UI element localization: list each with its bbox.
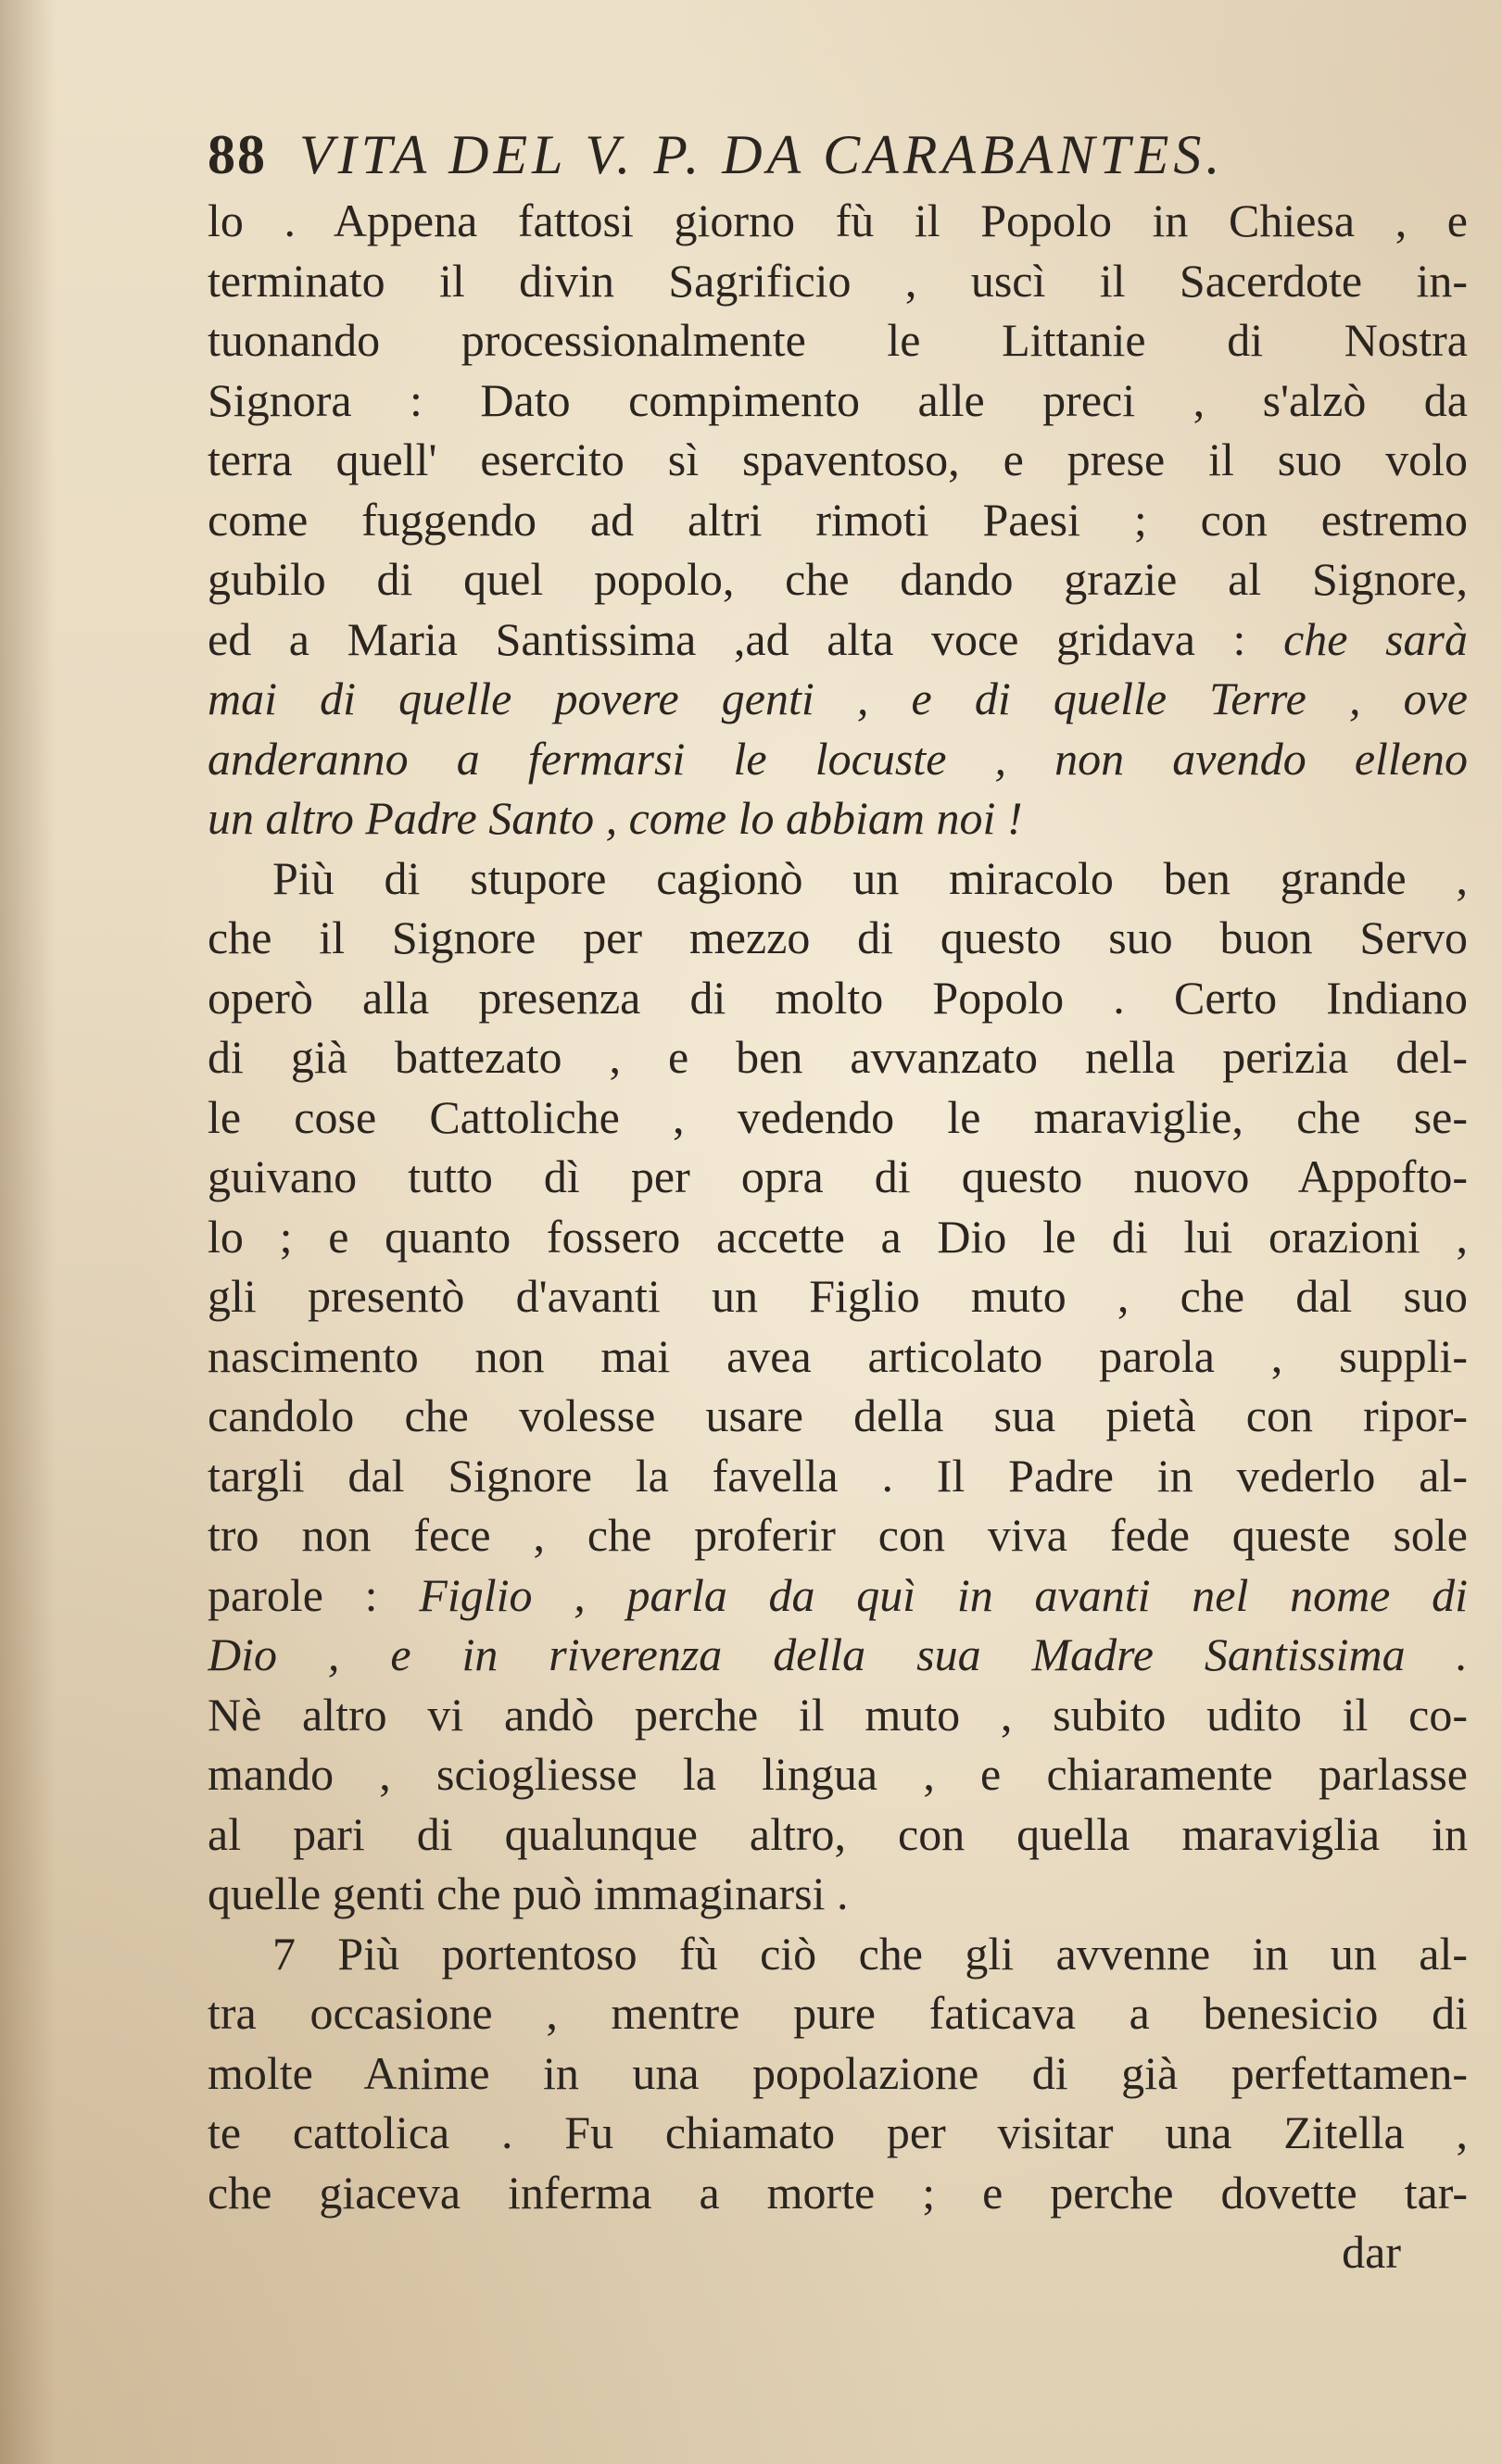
italic-text-segment: Figlio , parla da quì in avanti nel nome di	[419, 1568, 1468, 1621]
text-segment: le cose Cattoliche , vedendo le maraviglie, che se-	[208, 1090, 1468, 1143]
text-segment: lo . Appena fattosi giorno fù il Popolo in Chiesa , e	[208, 195, 1468, 246]
text-line	[208, 1744, 1468, 1804]
text-line	[208, 788, 1468, 849]
text-block	[208, 119, 1468, 2282]
text-segment: Signora : Dato compimento alle preci , s'alzò da	[208, 373, 1468, 426]
text-line	[208, 251, 1468, 311]
text-line	[208, 1505, 1468, 1565]
text-line	[208, 1625, 1468, 1685]
text-line	[208, 2163, 1468, 2223]
text-segment: terra quell' esercito sì spaventoso, e prese il suo volo	[208, 434, 1468, 485]
text-segment: quelle genti che può immaginarsi .	[208, 1867, 849, 1919]
text-line	[208, 1685, 1468, 1745]
running-title: VITA DEL V. P. DA CARABANTES.	[299, 124, 1225, 185]
text-line	[208, 1027, 1468, 1087]
text-line	[208, 968, 1468, 1028]
text-line	[208, 191, 1468, 251]
text-segment: nascimento non mai avea articolato parola , suppli-	[208, 1329, 1468, 1382]
text-segment: gubilo di quel popolo, che dando grazie al Signore,	[208, 553, 1468, 605]
text-segment: te cattolica . Fu chiamato per visitar una Zitella ,	[208, 2106, 1468, 2158]
text-segment: come fuggendo ad altri rimoti Paesi ; con estremo	[208, 493, 1468, 546]
text-segment: tra occasione , mentre pure faticava a benesicio di	[208, 1987, 1468, 2039]
text-line	[208, 1804, 1468, 1865]
text-segment: candolo che volesse usare della sua pietà con ripor-	[208, 1389, 1468, 1441]
text-segment: gli presentò d'avanti un Figlio muto , che dal suo	[208, 1270, 1468, 1322]
text-line	[208, 1983, 1468, 2043]
text-segment: di già battezato , e ben avvanzato nella perizia del-	[208, 1031, 1468, 1083]
text-segment: lo ; e quanto fossero accette a Dio le di lui orazioni ,	[208, 1210, 1468, 1263]
text-line	[208, 1924, 1468, 1984]
text-line	[208, 1207, 1468, 1267]
text-line	[208, 310, 1468, 371]
text-line	[208, 1565, 1468, 1626]
text-line	[208, 371, 1468, 431]
running-head	[208, 119, 1468, 191]
text-line	[208, 1147, 1468, 1207]
spine-shadow	[0, 0, 56, 2464]
text-line	[208, 1446, 1468, 1506]
text-line	[208, 1266, 1468, 1326]
text-segment: tuonando processionalmente le Littanie di Nostra	[208, 314, 1468, 366]
text-segment: targli dal Signore la favella . Il Padre in vederlo al-	[208, 1449, 1468, 1502]
text-line	[208, 549, 1468, 610]
text-line	[208, 669, 1468, 729]
text-line	[208, 849, 1468, 909]
text-segment: 7 Più portentoso fù ciò che gli avvenne in un al-	[272, 1927, 1468, 1980]
text-line	[208, 490, 1468, 550]
text-segment: al pari di qualunque altro, con quella maraviglia in	[208, 1807, 1468, 1860]
catchword: dar	[1342, 2226, 1401, 2278]
body-text	[208, 191, 1468, 2222]
text-segment: mando , sciogliesse la lingua , e chiaramente parlasse	[208, 1748, 1468, 1800]
text-line	[208, 1386, 1468, 1446]
text-line	[208, 430, 1468, 490]
text-segment: Più di stupore cagionò un miracolo ben grande ,	[272, 851, 1468, 904]
text-segment: tro non fece , che proferir con viva fede queste sole	[208, 1509, 1468, 1561]
text-segment: che il Signore per mezzo di questo suo buon Servo	[208, 911, 1468, 963]
italic-text-segment: mai di quelle povere genti , e di quelle Terre , ove	[208, 673, 1468, 724]
text-line	[208, 2103, 1468, 2163]
text-segment: che giaceva inferma a morte ; e perche dovette tar-	[208, 2166, 1468, 2219]
italic-text-segment: un altro Padre Santo , come lo abbiam noi !	[208, 792, 1023, 844]
text-line	[208, 908, 1468, 968]
text-line	[208, 729, 1468, 789]
text-segment: operò alla presenza di molto Popolo . Certo Indiano	[208, 971, 1468, 1024]
text-segment: guivano tutto dì per opra di questo nuovo Appofto-	[208, 1150, 1468, 1202]
text-segment: ed a Maria Santissima ,ad alta voce gridava :	[208, 612, 1284, 665]
text-line	[208, 2043, 1468, 2104]
text-line	[208, 1326, 1468, 1387]
text-segment: Nè altro vi andò perche il muto , subito udito il co-	[208, 1688, 1468, 1741]
italic-text-segment: Dio , e in riverenza della sua Madre Santissima .	[208, 1628, 1468, 1680]
text-segment: molte Anime in una popolazione di già perfettamen-	[208, 2046, 1468, 2099]
italic-text-segment: anderanno a fermarsi le locuste , non avendo elleno	[208, 732, 1468, 785]
text-line	[208, 1864, 1468, 1924]
text-segment: parole :	[208, 1568, 420, 1621]
italic-text-segment: che sarà	[1283, 612, 1468, 665]
page-number: 88	[208, 124, 267, 185]
text-segment: terminato il divin Sagrificio , uscì il Sacerdote in-	[208, 254, 1468, 307]
text-line	[208, 610, 1468, 670]
text-line	[208, 1087, 1468, 1148]
